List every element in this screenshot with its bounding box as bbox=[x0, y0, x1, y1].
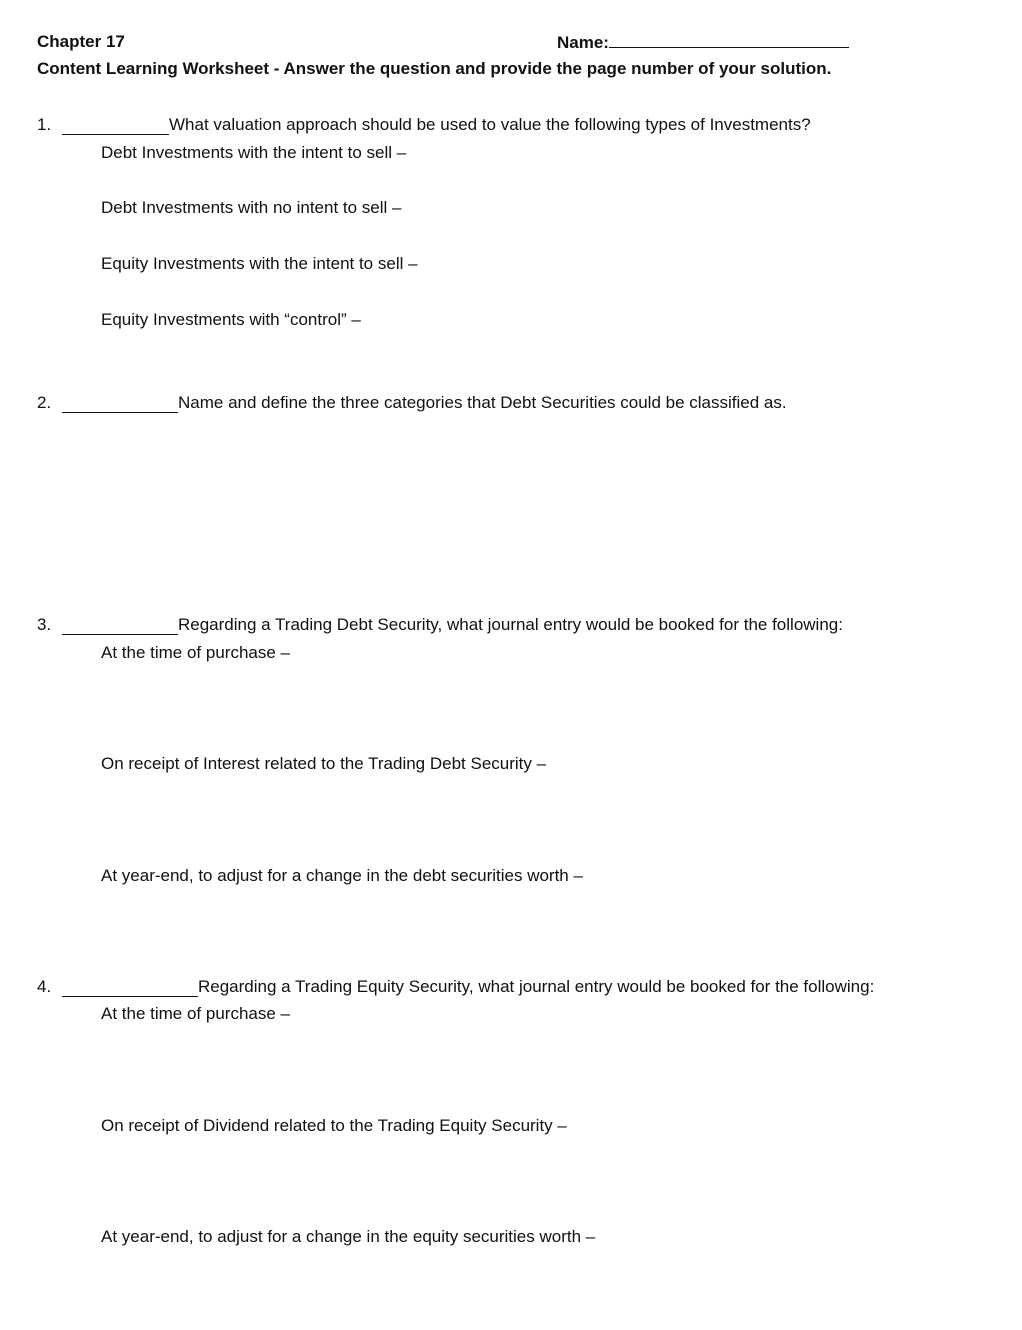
sub-item: Debt Investments with the intent to sell – bbox=[101, 143, 407, 162]
page-number-blank[interactable] bbox=[62, 981, 198, 997]
question-number: 2. bbox=[37, 393, 52, 412]
sub-item: At the time of purchase – bbox=[101, 1004, 290, 1023]
sub-item: On receipt of Interest related to the Trading Debt Security – bbox=[101, 754, 547, 773]
question-prompt: Regarding a Trading Debt Security, what journal entry would be booked for the following: bbox=[178, 615, 843, 634]
name-label: Name: bbox=[557, 33, 609, 52]
page-number-blank[interactable] bbox=[62, 397, 178, 413]
question-line bbox=[62, 393, 787, 413]
question-prompt: What valuation approach should be used to value the following types of Investments? bbox=[169, 115, 811, 134]
question-line bbox=[62, 115, 811, 135]
sub-item: At year-end, to adjust for a change in the debt securities worth – bbox=[101, 866, 583, 885]
question-prompt: Regarding a Trading Equity Security, what journal entry would be booked for the following: bbox=[198, 977, 875, 996]
sub-item: Equity Investments with the intent to sell – bbox=[101, 254, 418, 273]
sub-item: On receipt of Dividend related to the Trading Equity Security – bbox=[101, 1116, 567, 1135]
question-number: 4. bbox=[37, 977, 52, 996]
chapter-title: Chapter 17 bbox=[37, 32, 125, 51]
question-line bbox=[62, 615, 843, 635]
question-line bbox=[62, 977, 874, 997]
sub-item: At the time of purchase – bbox=[101, 643, 290, 662]
name-field bbox=[557, 32, 849, 53]
question-number: 1. bbox=[37, 115, 52, 134]
sub-item: Equity Investments with “control” – bbox=[101, 310, 361, 329]
page-number-blank[interactable] bbox=[62, 119, 169, 135]
name-blank-line[interactable] bbox=[609, 32, 849, 48]
sub-item: Debt Investments with no intent to sell – bbox=[101, 198, 402, 217]
worksheet-subtitle: Content Learning Worksheet - Answer the question and provide the page number of your solution. bbox=[37, 59, 832, 78]
question-prompt: Name and define the three categories that Debt Securities could be classified as. bbox=[178, 393, 787, 412]
question-number: 3. bbox=[37, 615, 52, 634]
page-number-blank[interactable] bbox=[62, 619, 178, 635]
sub-item: At year-end, to adjust for a change in the equity securities worth – bbox=[101, 1227, 596, 1246]
